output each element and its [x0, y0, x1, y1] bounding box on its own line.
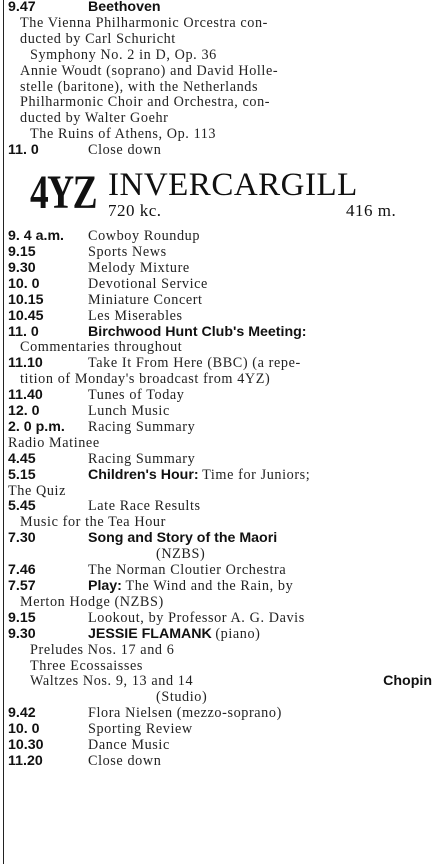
station-wavelength: 416 m.	[346, 201, 397, 221]
schedule-row	[8, 563, 438, 579]
entry-time: 11.10	[8, 356, 43, 372]
entry-text: Dance Music	[88, 738, 170, 754]
schedule-row	[8, 531, 438, 547]
entry-text: Miniature Concert	[88, 292, 203, 308]
entry-text: Lunch Music	[88, 404, 170, 420]
program-line-waltzes	[8, 674, 438, 690]
entry-time: 7.46	[8, 563, 36, 579]
entry-continuation: Music for the Tea Hour	[20, 515, 166, 531]
entry-line: ducted by Carl Schuricht	[20, 31, 176, 47]
entry-line: The Ruins of Athens, Op. 113	[30, 127, 217, 143]
program-waltzes: Waltzes Nos. 9, 13 and 14	[30, 674, 194, 690]
entry-time: 10.15	[8, 292, 44, 308]
entry-text: Close down	[88, 143, 162, 159]
entry-time: 10. 0	[8, 276, 40, 292]
entry-continuation: Commentaries throughout	[20, 340, 183, 356]
entry-text: Sports News	[88, 244, 167, 260]
schedule-row	[8, 356, 438, 372]
schedule-row	[8, 611, 438, 627]
entry-credit: (NZBS)	[156, 547, 206, 563]
entry-text: Les Miserables	[88, 308, 183, 324]
entry-text: Close down	[88, 753, 162, 769]
entry-time: 9.15	[8, 244, 36, 260]
station-frequency: 720 kc.	[108, 201, 162, 221]
entry-time: 9. 4 a.m.	[8, 229, 64, 245]
entry-text: Cowboy Roundup	[88, 229, 201, 245]
station-header	[8, 165, 438, 227]
composer-name: Chopin	[383, 674, 432, 690]
entry-text: Late Race Results	[88, 499, 201, 515]
schedule-row	[8, 293, 438, 309]
radio-listing	[8, 0, 438, 770]
entry-title: Song and Story of the Maori	[88, 531, 278, 547]
entry-line: Annie Woudt (soprano) and David Holle-	[20, 63, 279, 79]
entry-text: Melody Mixture	[88, 260, 190, 276]
entry-time: 11.40	[8, 388, 43, 404]
entry-text: (piano)	[215, 626, 261, 642]
entry-line: Philharmonic Choir and Orchestra, con-	[20, 95, 271, 111]
entry-time: 11. 0	[8, 143, 39, 159]
entry-line: stelle (baritone), with the Netherlands	[20, 79, 259, 95]
schedule-row	[8, 325, 438, 341]
schedule-row	[8, 404, 438, 420]
station-city: INVERCARGILL	[108, 167, 358, 204]
entry-time: 9.47	[8, 0, 36, 15]
station-callsign: 4YZ	[30, 166, 97, 220]
entry-line: ducted by Walter Goehr	[20, 111, 169, 127]
schedule-row	[8, 261, 438, 277]
schedule-row	[8, 754, 438, 770]
schedule-row	[8, 579, 438, 595]
entry-line: Symphony No. 2 in D, Op. 36	[30, 47, 217, 63]
schedule-row	[8, 277, 438, 293]
entry-continuation: Radio Matinee	[8, 435, 100, 451]
entry-time: 7.57	[8, 579, 36, 594]
entry-text: The Wind and the Rain, by	[125, 579, 294, 594]
entry-time: 5.45	[8, 499, 36, 515]
schedule-row	[8, 388, 438, 404]
schedule-row	[8, 499, 438, 515]
schedule-row	[8, 309, 438, 325]
entry-line: The Vienna Philharmonic Orcestra con-	[20, 15, 269, 31]
schedule-row	[8, 229, 438, 245]
entry-title: Birchwood Hunt Club's Meeting:	[88, 324, 307, 340]
entry-time: 7.30	[8, 531, 36, 547]
schedule-row	[8, 627, 438, 643]
entry-time: 12. 0	[8, 404, 40, 420]
entry-text: Devotional Service	[88, 276, 208, 292]
entry-text: The Norman Cloutier Orchestra	[88, 563, 287, 579]
entry-continuation: Merton Hodge (NZBS)	[20, 594, 164, 610]
entry-time: 5.15	[8, 467, 36, 483]
entry-text: Racing Summary	[88, 419, 196, 435]
entry-time: 11. 0	[8, 324, 39, 340]
schedule-row	[8, 722, 438, 738]
entry-close	[8, 143, 438, 159]
entry-time: 4.45	[8, 451, 36, 467]
entry-time: 9.15	[8, 610, 36, 626]
schedule-row	[8, 468, 438, 484]
schedule-row	[8, 706, 438, 722]
entry-title: Play:	[88, 579, 122, 594]
entry-text: Tunes of Today	[88, 388, 185, 404]
entry-beethoven-heading	[8, 0, 438, 16]
schedule-row	[8, 452, 438, 468]
entry-continuation: The Quiz	[8, 483, 66, 499]
program-line: Three Ecossaisses	[30, 658, 144, 674]
entry-title: Beethoven	[88, 0, 161, 15]
entry-text: Time for Juniors;	[202, 467, 311, 483]
program-studio: (Studio)	[156, 690, 208, 706]
entry-text: Take It From Here (BBC) (a repe-	[88, 356, 301, 372]
column-rule	[3, 0, 4, 864]
entry-time: 10.30	[8, 738, 44, 754]
entry-text: Flora Nielsen (mezzo-soprano)	[88, 706, 282, 722]
entry-text: Racing Summary	[88, 451, 196, 467]
entry-title: JESSIE FLAMANK	[88, 626, 212, 642]
entry-time: 9.30	[8, 260, 36, 276]
entry-time: 2. 0 p.m.	[8, 419, 65, 435]
entry-time: 10.45	[8, 308, 44, 324]
entry-continuation: tition of Monday's broadcast from 4YZ)	[20, 372, 271, 388]
entry-text: Lookout, by Professor A. G. Davis	[88, 610, 305, 626]
entry-title: Children's Hour:	[88, 467, 199, 483]
program-line: Preludes Nos. 17 and 6	[30, 642, 175, 658]
schedule-row	[8, 738, 438, 754]
entry-time: 11.20	[8, 753, 43, 769]
entry-time: 9.30	[8, 626, 36, 642]
entry-time: 9.42	[8, 706, 36, 722]
entry-time: 10. 0	[8, 722, 40, 738]
schedule-row	[8, 245, 438, 261]
entry-text: Sporting Review	[88, 722, 193, 738]
schedule-row	[8, 420, 438, 436]
